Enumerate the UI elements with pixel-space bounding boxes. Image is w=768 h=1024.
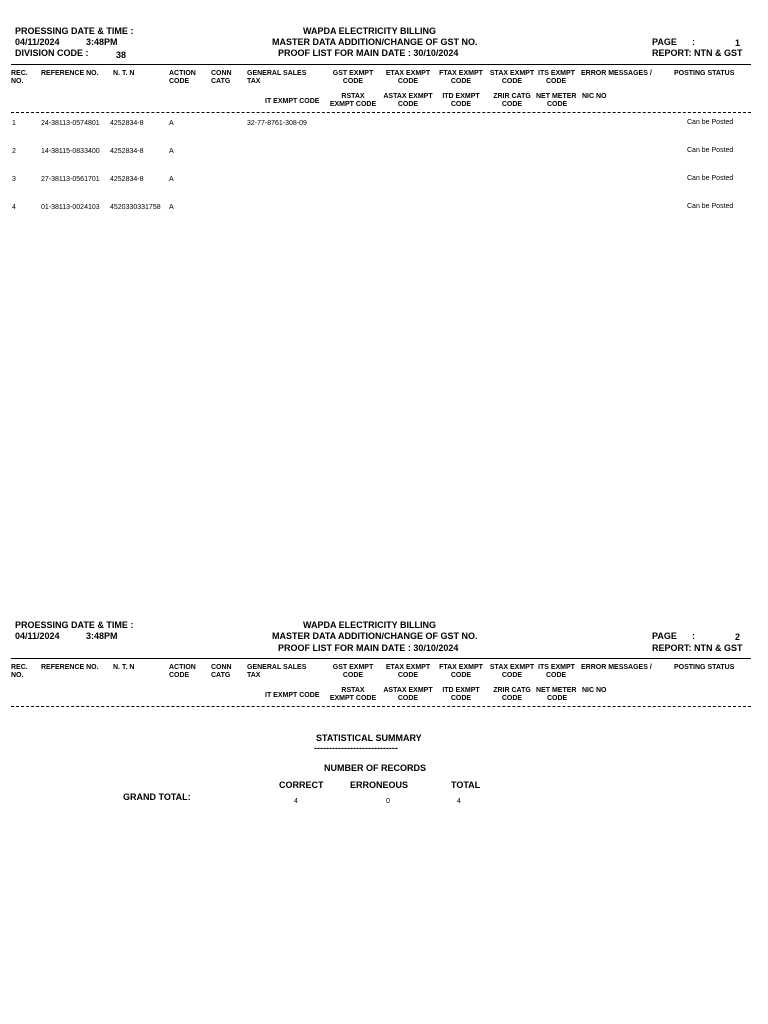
summary-title: STATISTICAL SUMMARY [316,733,422,743]
header-rule [11,64,751,65]
col-nic-no: NIC NO [582,93,607,100]
page-number: 1 [735,38,741,48]
col-ftax-exmpt: FTAX EXMPT CODE [439,70,483,85]
erroneous-count: 0 [386,798,390,805]
col-itd-exmpt: ITD EXMPT CODE [442,687,480,702]
correct-count: 4 [294,798,298,805]
grand-total-label: GRAND TOTAL: [123,792,191,802]
main-date: 30/10/2024 [413,48,459,58]
division-label: DIVISION CODE : [15,48,89,58]
header-rule [11,658,751,659]
col-ftax-exmpt: FTAX EXMPT CODE [439,664,483,679]
report-label: REPORT: NTN & GST [652,48,743,58]
col-net-meter: NET METER CODE [536,93,577,108]
row-ntn: 4520330331758 [110,204,161,211]
col-its-exmpt: ITS EXMPT CODE [538,70,575,85]
processing-time: 3:48PM [86,37,118,47]
page-label: PAGE [652,631,677,641]
col-conn: CONN CATG [211,70,232,85]
col-stax-exmpt: STAX EXMPT CODE [489,70,535,85]
row-status: Can be Posted [687,119,734,126]
row-action: A [169,176,174,183]
col-nic-no: NIC NO [582,687,607,694]
col-posting-status: POSTING STATUS [674,664,735,671]
col-action: ACTION CODE [169,664,196,679]
processing-date: 04/11/2024 [15,37,60,47]
row-rec: 2 [12,148,16,155]
col-rstax-exmpt: RSTAX EXMPT CODE [329,687,377,702]
page-colon: : [692,37,695,47]
division-value: 38 [116,50,127,60]
row-reference: 27-38113-0561701 [41,176,100,183]
col-it-exmpt: IT EXMPT CODE [265,692,320,699]
col-reference: REFERENCE NO. [41,664,99,671]
page-colon: : [692,631,695,641]
columns-rule [11,706,751,707]
title-line-1: WAPDA ELECTRICITY BILLING [303,26,437,36]
title-line-2: MASTER DATA ADDITION/CHANGE OF GST NO. [272,37,478,47]
col-posting-status: POSTING STATUS [674,70,735,77]
processing-date: 04/11/2024 [15,631,60,641]
col-stax-exmpt: STAX EXMPT CODE [489,664,535,679]
col-itd-exmpt: ITD EXMPT CODE [442,93,480,108]
col-its-exmpt: ITS EXMPT CODE [538,664,575,679]
page-label: PAGE [652,37,677,47]
total-count: 4 [457,798,461,805]
correct-label: CORRECT [279,780,324,790]
col-error-messages: ERROR MESSAGES / [581,664,652,671]
col-reference: REFERENCE NO. [41,70,99,77]
col-error-messages: ERROR MESSAGES / [581,70,652,77]
row-status: Can be Posted [687,175,734,182]
col-gst: GENERAL SALES TAX [247,70,307,85]
processing-time: 3:48PM [86,631,118,641]
row-action: A [169,148,174,155]
col-astax-exmpt: ASTAX EXMPT CODE [383,93,433,108]
processing-label: PROESSING DATE & TIME : [15,26,134,36]
total-label: TOTAL [451,780,481,790]
page-number: 2 [735,632,741,642]
col-gst-exmpt: GST EXMPT CODE [332,664,374,679]
col-astax-exmpt: ASTAX EXMPT CODE [383,687,433,702]
col-it-exmpt: IT EXMPT CODE [265,98,320,105]
row-rec: 3 [12,176,16,183]
row-action: A [169,204,174,211]
row-ntn: 4252834-8 [110,120,144,127]
col-action: ACTION CODE [169,70,196,85]
report-label: REPORT: NTN & GST [652,643,743,653]
row-reference: 24-38113-0574801 [41,120,100,127]
row-action: A [169,120,174,127]
title-line-3: PROOF LIST FOR MAIN DATE : 30/10/2024 [278,643,459,653]
row-gst: 32-77-8761-308-09 [247,120,307,127]
col-zrir-catg: ZRIR CATG CODE [493,687,531,702]
row-ntn: 4252834-8 [110,176,144,183]
row-reference: 14-38115-0833400 [41,148,100,155]
row-status: Can be Posted [687,147,734,154]
title-line-2: MASTER DATA ADDITION/CHANGE OF GST NO. [272,631,478,641]
col-etax-exmpt: ETAX EXMPT CODE [385,70,431,85]
col-gst: GENERAL SALES TAX [247,664,307,679]
summary-subtitle: NUMBER OF RECORDS [324,763,427,773]
row-rec: 1 [12,120,16,127]
title-line-1: WAPDA ELECTRICITY BILLING [303,620,437,630]
col-zrir-catg: ZRIR CATG CODE [493,93,531,108]
col-rstax-exmpt: RSTAX EXMPT CODE [329,93,377,108]
processing-label: PROESSING DATE & TIME : [15,620,134,630]
title-line-3: PROOF LIST FOR MAIN DATE : 30/10/2024 [278,48,459,58]
columns-rule [11,112,751,113]
main-date: 30/10/2024 [413,643,459,653]
row-ntn: 4252834-8 [110,148,144,155]
col-rec: REC. NO. [11,70,28,85]
summary-underline: ---------------------------- [314,743,398,753]
erroneous-label: ERRONEOUS [350,780,409,790]
col-conn: CONN CATG [211,664,232,679]
col-etax-exmpt: ETAX EXMPT CODE [385,664,431,679]
row-reference: 01-38113-0024103 [41,204,100,211]
row-rec: 4 [12,204,16,211]
col-gst-exmpt: GST EXMPT CODE [332,70,374,85]
row-status: Can be Posted [687,203,734,210]
col-net-meter: NET METER CODE [536,687,577,702]
col-ntn: N. T. N [113,664,135,671]
col-ntn: N. T. N [113,70,135,77]
col-rec: REC. NO. [11,664,28,679]
